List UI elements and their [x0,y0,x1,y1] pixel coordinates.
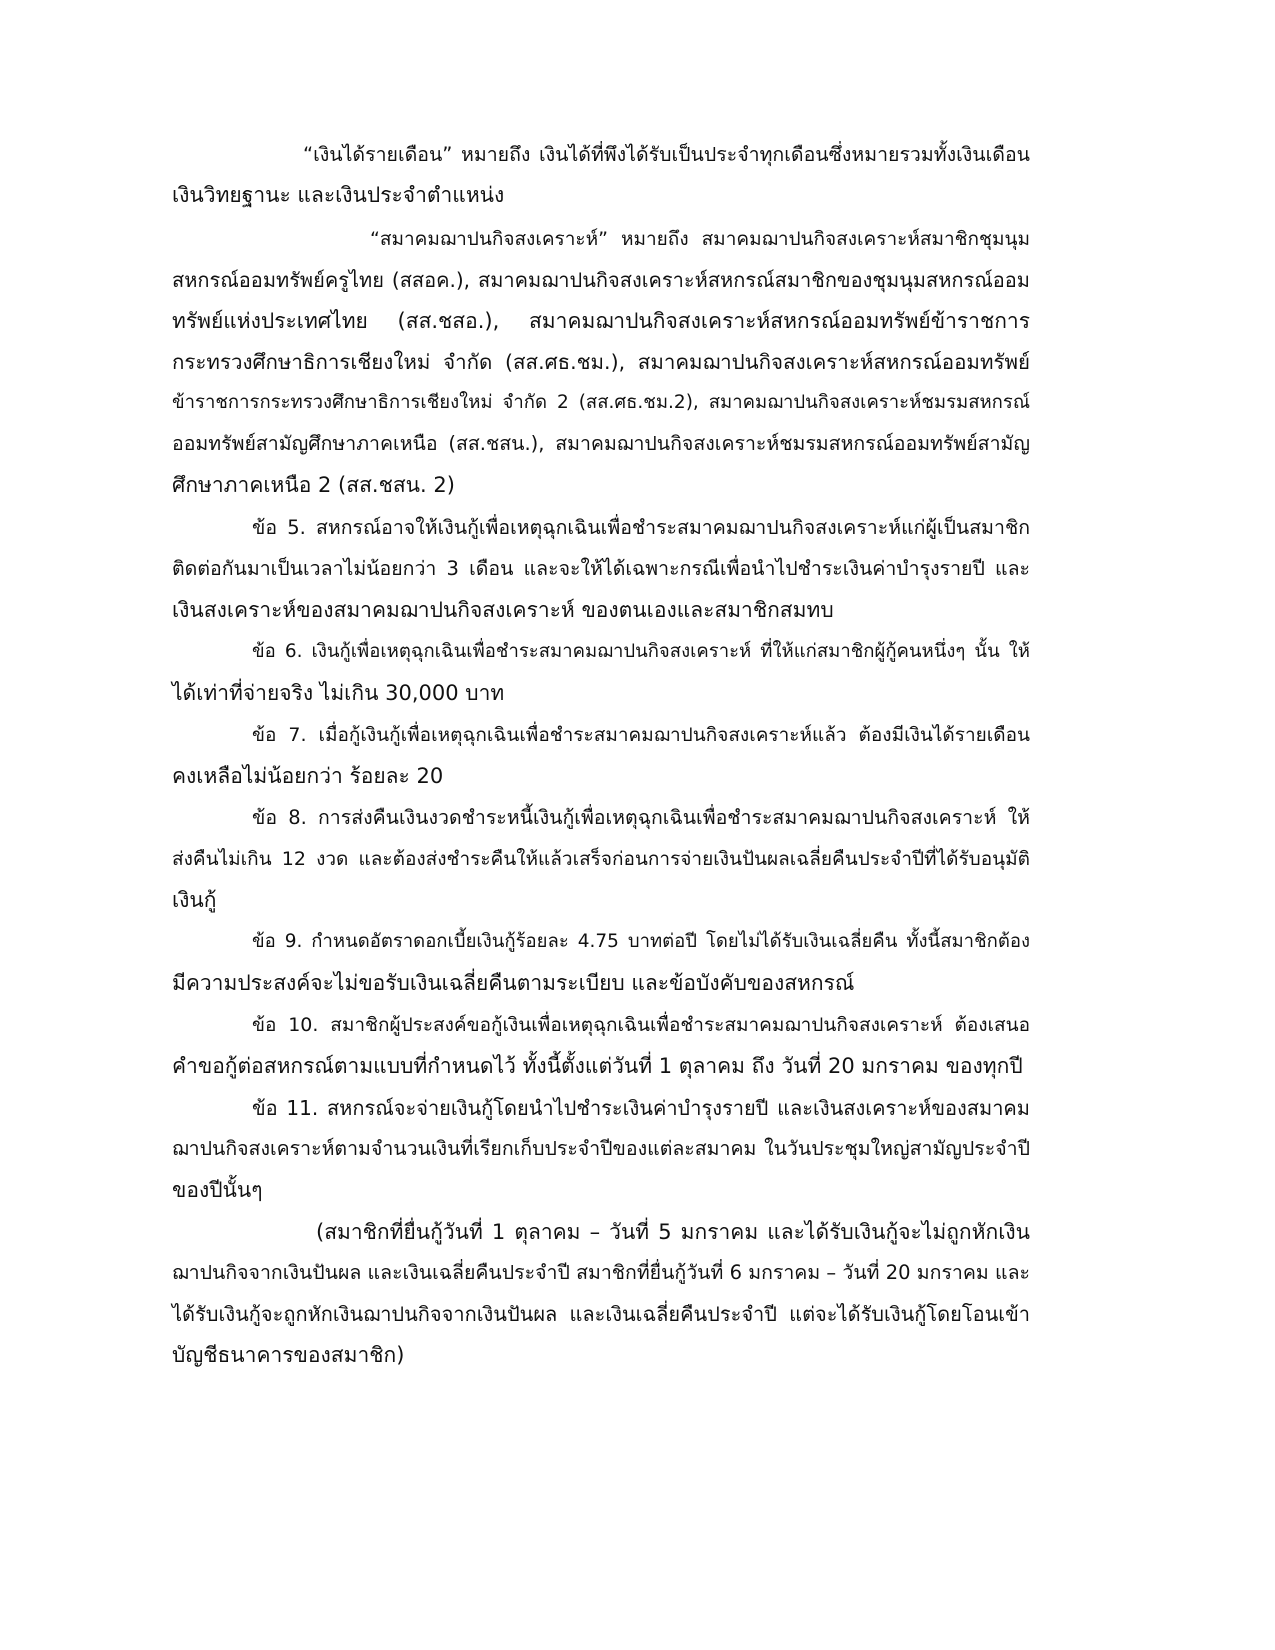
clause-9-line-1: ข้อ 9. กำหนดอัตราดอกเบี้ยเงินกู้ร้อยละ 4.75 บาทต่อปี โดยไม่ได้รับเงินเฉลี่ยคืน ทั้งนี้สมาชิกต้อง [252,931,1030,952]
definition-association-line-1: “สมาคมฌาปนกิจสงเคราะห์” หมายถึง สมาคมฌาปนกิจสงเคราะห์สมาชิกชุมนุม [370,228,1030,250]
clause-11-line-3: ของปีนั้นๆ [172,1178,263,1202]
note-line-4: บัญชีธนาคารของสมาชิก) [172,1343,405,1367]
definition-monthly-income-line-2: เงินวิทยฐานะ และเงินประจำตำแหน่ง [172,183,505,207]
clause-6-line-2: ได้เท่าที่จ่ายจริง ไม่เกิน 30,000 บาท [172,681,505,705]
definition-association-line-2: สหกรณ์ออมทรัพย์ครูไทย (สสอค.), สมาคมฌาปนกิจสงเคราะห์สหกรณ์สมาชิกของชุมนุมสหกรณ์ออม [172,268,1030,292]
definition-association-line-7: ศึกษาภาคเหนือ 2 (สส.ชสน. 2) [172,473,455,497]
note-line-1: (สมาชิกที่ยื่นกู้วันที่ 1 ตุลาคม – วันที่ 5 มกราคม และได้รับเงินกู้จะไม่ถูกหักเงิน [316,1220,1030,1244]
definition-association-line-3: ทรัพย์แห่งประเทศไทย (สส.ชสอ.), สมาคมฌาปนกิจสงเคราะห์สหกรณ์ออมทรัพย์ข้าราชการ [172,309,1030,333]
definition-monthly-income-line-1: “เงินได้รายเดือน” หมายถึง เงินได้ที่พึงได้รับเป็นประจำทุกเดือนซึ่งหมายรวมทั้งเงินเดือน [303,143,1030,166]
clause-5-line-1: ข้อ 5. สหกรณ์อาจให้เงินกู้เพื่อเหตุฉุกเฉินเพื่อชำระสมาคมฌาปนกิจสงเคราะห์แก่ผู้เป็นสมาชิก [252,516,1030,539]
definition-association-line-4: กระทรวงศึกษาธิการเชียงใหม่ จำกัด (สส.ศธ.ชม.), สมาคมฌาปนกิจสงเคราะห์สหกรณ์ออมทรัพย์ [172,350,1030,374]
definition-association-line-5: ข้าราชการกระทรวงศึกษาธิการเชียงใหม่ จำกัด 2 (สส.ศธ.ชม.2), สมาคมฌาปนกิจสงเคราะห์ชมรมสหกรณ์ [172,392,1030,413]
clause-10-line-1: ข้อ 10. สมาชิกผู้ประสงค์ขอกู้เงินเพื่อเหตุฉุกเฉินเพื่อชำระสมาคมฌาปนกิจสงเคราะห์ ต้องเสนอ [252,1014,1030,1036]
clause-5-line-2: ติดต่อกันมาเป็นเวลาไม่น้อยกว่า 3 เดือน และจะให้ได้เฉพาะกรณีเพื่อนำไปชำระเงินค่าบำรุงรายปี และ [172,557,1030,580]
clause-7-line-2: คงเหลือไม่น้อยกว่า ร้อยละ 20 [172,764,444,788]
clause-7-line-1: ข้อ 7. เมื่อกู้เงินกู้เพื่อเหตุฉุกเฉินเพื่อชำระสมาคมฌาปนกิจสงเคราะห์แล้ว ต้องมีเงินได้รายเดือน [252,724,1030,746]
clause-11-line-1: ข้อ 11. สหกรณ์จะจ่ายเงินกู้โดยนำไปชำระเงินค่าบำรุงรายปี และเงินสงเคราะห์ของสมาคม [252,1096,1030,1120]
clause-8-line-2: ส่งคืนไม่เกิน 12 งวด และต้องส่งชำระคืนให้แล้วเสร็จก่อนการจ่ายเงินปันผลเฉลี่ยคืนประจำปีที่ได้รับอนุมัติ [172,848,1030,870]
note-line-3: ได้รับเงินกู้จะถูกหักเงินฌาปนกิจจากเงินปันผล และเงินเฉลี่ยคืนประจำปี แต่จะได้รับเงินกู้โดยโอนเข้า [172,1302,1030,1326]
clause-8-line-1: ข้อ 8. การส่งคืนเงินงวดชำระหนี้เงินกู้เพื่อเหตุฉุกเฉินเพื่อชำระสมาคมฌาปนกิจสงเคราะห์ ให้ [252,806,1030,829]
clause-8-line-3: เงินกู้ [172,888,217,912]
clause-6-line-1: ข้อ 6. เงินกู้เพื่อเหตุฉุกเฉินเพื่อชำระสมาคมฌาปนกิจสงเคราะห์ ที่ให้แก่สมาชิกผู้กู้คนหนึ่งๆ นั้น ให้ [252,641,1030,662]
clause-11-line-2: ฌาปนกิจสงเคราะห์ตามจำนวนเงินที่เรียกเก็บประจำปีของแต่ละสมาคม ในวันประชุมใหญ่สามัญประจำปี [172,1137,1030,1160]
definition-association-line-6: ออมทรัพย์สามัญศึกษาภาคเหนือ (สส.ชสน.), สมาคมฌาปนกิจสงเคราะห์ชมรมสหกรณ์ออมทรัพย์สามัญ [172,432,1030,455]
clause-10-line-2: คำขอกู้ต่อสหกรณ์ตามแบบที่กำหนดไว้ ทั้งนี้ตั้งแต่วันที่ 1 ตุลาคม ถึง วันที่ 20 มกราคม ของทุกปี [172,1054,1023,1078]
note-line-2: ฌาปนกิจจากเงินปันผล และเงินเฉลี่ยคืนประจำปี สมาชิกที่ยื่นกู้วันที่ 6 มกราคม – วันที่ 20 มกราคม และ [172,1261,1030,1284]
clause-5-line-3: เงินสงเคราะห์ของสมาคมฌาปนกิจสงเคราะห์ ของตนเองและสมาชิกสมทบ [172,598,834,622]
clause-9-line-2: มีความประสงค์จะไม่ขอรับเงินเฉลี่ยคืนตามระเบียบ และข้อบังคับของสหกรณ์ [172,971,855,995]
